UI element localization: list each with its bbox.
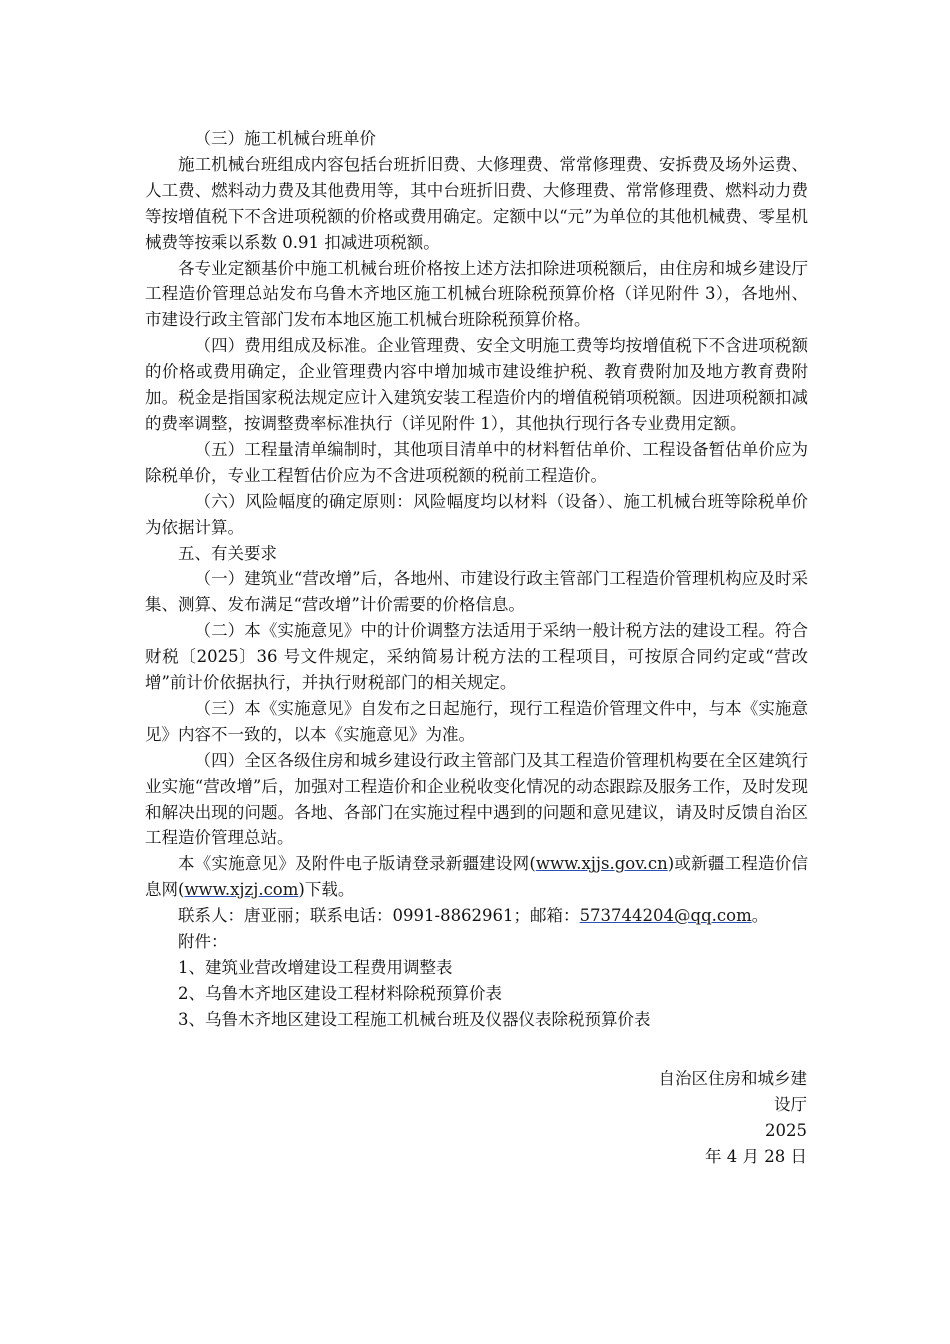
paragraph-requirement-4: （四）全区各级住房和城乡建设行政主管部门及其工程造价管理机构要在全区建筑行业实施“营改增”后，加强对工程造价和企业税收变化情况的动态跟踪及服务工作，及时发现和解决出现的问题。各地、各部门在实施过程中遇到的问题和意见建议，请及时反馈自治区工程造价管理总站。 xyxy=(145,750,808,848)
contact-suffix: 。 xyxy=(751,906,769,926)
paragraph-contact xyxy=(145,903,808,929)
attachment-item-3: 3、乌鲁木齐地区建设工程施工机械台班及仪器仪表除税预算价表 xyxy=(178,1009,651,1029)
paragraph-risk-range: （六）风险幅度的确定原则：风险幅度均以材料（设备）、施工机械台班等除税单价为依据计算。 xyxy=(145,491,808,537)
link-xjjs[interactable]: www.xjjs.gov.cn xyxy=(535,854,668,874)
signature-block xyxy=(600,1066,807,1170)
paragraph-machinery-composition: 施工机械台班组成内容包括台班折旧费、大修理费、常常修理费、安拆费及场外运费、人工费、燃料动力费及其他费用等，其中台班折旧费、大修理费、常常修理费、燃料动力费等按增值税下不含进项税额的价格或费用确定。定额中以“元”为单位的其他机械费、零星机械费等按乘以系数 0.91 扣减进项税额。 xyxy=(145,154,808,252)
signature-issuer-line1: 自治区住房和城乡建 xyxy=(658,1069,807,1088)
document-body xyxy=(145,126,808,1033)
paragraph-machinery-price-publishing: 各专业定额基价中施工机械台班价格按上述方法扣除进项税额后，由住房和城乡建设厅工程造价管理总站发布乌鲁木齐地区施工机械台班除税预算价格（详见附件 3），各地州、市建设行政主管部门发布本地区施工机械台班除税预算价格。 xyxy=(145,258,808,330)
download-prefix: 本《实施意见》及附件电子版请登录新疆建设网( xyxy=(178,854,536,874)
paragraph-download xyxy=(145,851,808,903)
link-xjzj[interactable]: www.xjzj.com xyxy=(184,880,299,900)
download-suffix: )下载。 xyxy=(298,880,355,900)
attachment-item-2: 2、乌鲁木齐地区建设工程材料除税预算价表 xyxy=(178,983,502,1003)
attachment-item-1: 1、建筑业营改增建设工程费用调整表 xyxy=(178,958,453,977)
signature-date-year: 2025 xyxy=(765,1120,807,1140)
paragraph-requirement-3: （三）本《实施意见》自发布之日起施行，现行工程造价管理文件中，与本《实施意见》内容不一致的，以本《实施意见》为准。 xyxy=(145,698,808,744)
signature-date-day: 年 4 月 28 日 xyxy=(705,1146,807,1166)
contact-prefix: 联系人：唐亚丽；联系电话：0991-8862961；邮箱： xyxy=(178,906,580,926)
paragraph-machinery-heading: （三）施工机械台班单价 xyxy=(194,129,376,148)
link-email[interactable]: 573744204@qq.com xyxy=(579,906,752,926)
paragraph-requirement-1: （一）建筑业“营改增”后，各地州、市建设行政主管部门工程造价管理机构应及时采集、测算、发布满足“营改增”计价需要的价格信息。 xyxy=(145,569,808,615)
attachments-heading: 附件： xyxy=(178,932,228,952)
download-middle: )或新疆工程造价信息网( xyxy=(145,854,809,900)
paragraph-fee-composition: （四）费用组成及标准。企业管理费、安全文明施工费等均按增值税下不含进项税额的价格或费用确定，企业管理费内容中增加城市建设维护税、教育费附加及地方教育费附加。税金是指国家税法规定应计入建筑安装工程造价内的增值税销项税额。因进项税额扣减的费率调整，按调整费率标准执行（详见附件 1），其他执行现行各专业费用定额。 xyxy=(145,336,808,433)
section-heading-requirements: 五、有关要求 xyxy=(178,543,277,563)
signature-issuer-line2: 设厅 xyxy=(774,1094,807,1114)
paragraph-requirement-2: （二）本《实施意见》中的计价调整方法适用于采纳一般计税方法的建设工程。符合财税〔2025〕36 号文件规定，采纳简易计税方法的工程项目，可按原合同约定或“营改增”前计价依据执行，并执行财税部门的相关规定。 xyxy=(145,621,808,693)
paragraph-bill-of-quantities: （五）工程量清单编制时，其他项目清单中的材料暂估单价、工程设备暂估单价应为除税单价，专业工程暂估价应为不含进项税额的税前工程造价。 xyxy=(145,439,808,485)
